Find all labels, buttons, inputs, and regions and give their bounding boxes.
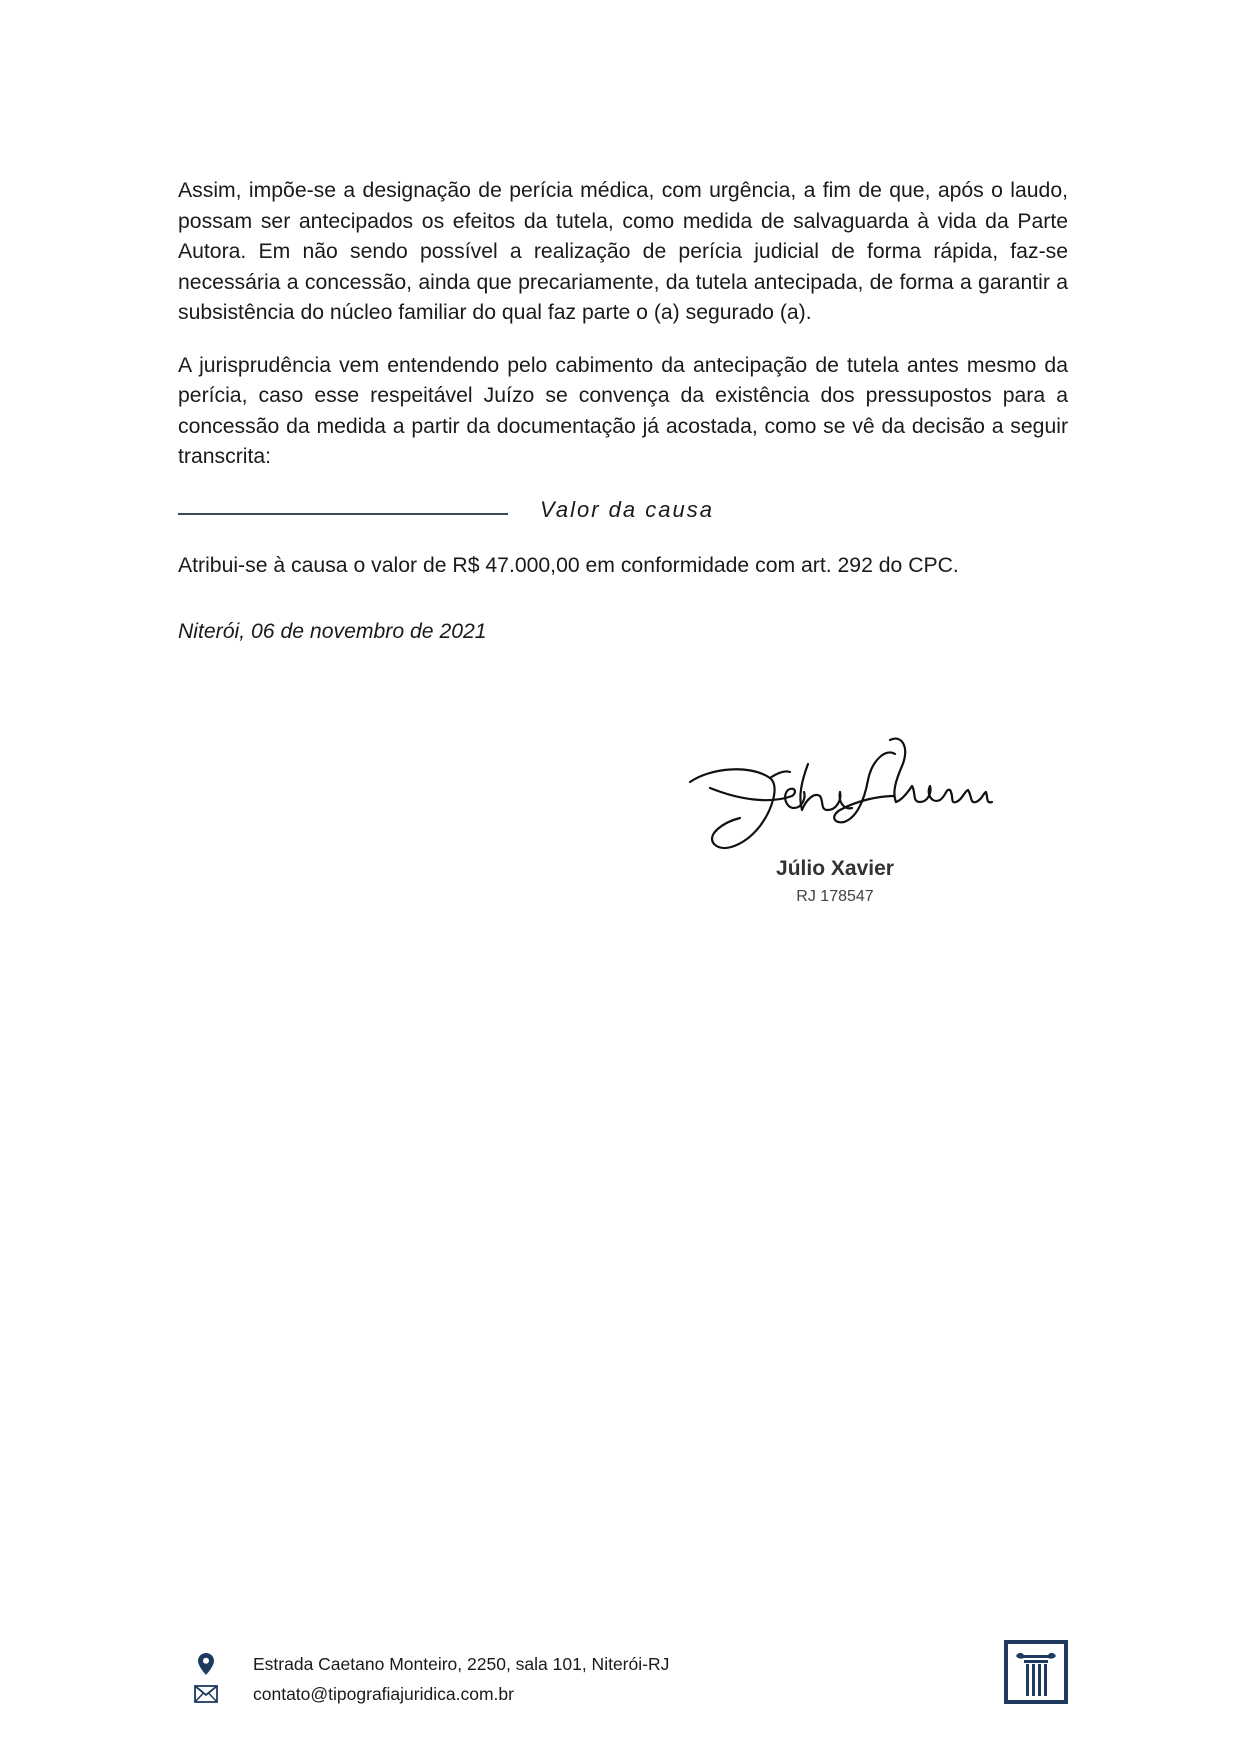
signer-name: Júlio Xavier <box>776 857 894 880</box>
location-pin-icon <box>193 1651 219 1677</box>
date-line: Niterói, 06 de novembro de 2021 <box>178 620 487 643</box>
signer-registration: RJ 178547 <box>796 888 874 905</box>
footer-email <box>193 1680 514 1708</box>
footer-email-link[interactable]: contato@tipografiajuridica.com.br <box>253 1683 514 1704</box>
section-rule <box>178 513 508 515</box>
envelope-icon <box>193 1681 219 1707</box>
column-logo-icon <box>1004 1640 1068 1704</box>
paragraph-2: A jurisprudência vem entendendo pelo cabimento da antecipação de tutela antes mesmo da perícia, caso esse respeitável Juízo se convença da existência dos pressupostos para a concessão da medida a partir da documentação já acostada, como se vê da decisão a seguir transcrita: <box>178 353 1068 468</box>
section-title: Valor da causa <box>540 497 714 522</box>
section-heading <box>178 495 1068 531</box>
body-text <box>178 176 1068 473</box>
footer-address-text: Estrada Caetano Monteiro, 2250, sala 101, Niterói-RJ <box>253 1653 670 1674</box>
handwritten-signature <box>680 730 1000 860</box>
footer-address <box>193 1650 669 1678</box>
value-paragraph: Atribui-se à causa o valor de R$ 47.000,00 em conformidade com art. 292 do CPC. <box>178 554 959 577</box>
paragraph-1: Assim, impõe-se a designação de perícia médica, com urgência, a fim de que, após o laudo, possam ser antecipados os efeitos da tutela, como medida de salvaguarda à vida da Parte Autora. Em não sendo possível a realização de perícia judicial de forma rápida, faz-se necessária a concessão, ainda que precariamente, da tutela antecipada, de forma a garantir a subsistência do núcleo familiar do qual faz parte o (a) segurado (a). <box>178 179 1068 324</box>
